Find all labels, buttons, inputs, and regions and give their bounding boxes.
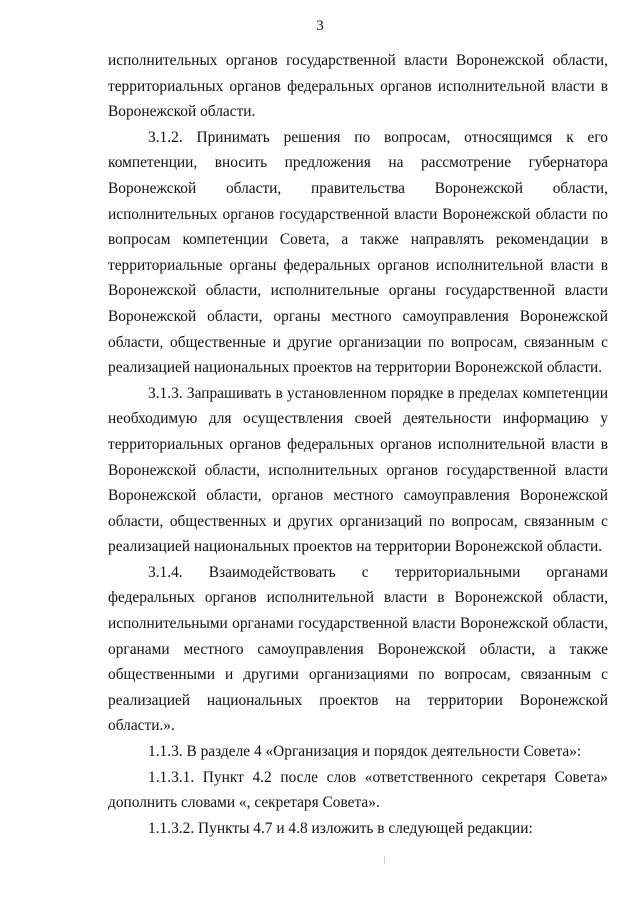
paragraph-1-1-3: 1.1.3. В разделе 4 «Организация и порядок деятельности Совета»: [148, 743, 582, 761]
paragraph-1-1-3-2: 1.1.3.2. Пункты 4.7 и 4.8 изложить в следующей редакции: [148, 819, 533, 837]
page-number: 3 [316, 18, 324, 34]
scan-artifact [384, 856, 385, 864]
document-body [108, 48, 608, 841]
paragraph-3-1-4: 3.1.4. Взаимодействовать с территориальными органами федеральных органов исполнительной власти в Воронежской области, исполнительными органами государственной власти Воронежской области, органами местного самоуправления Воронежской области, а также общественными и другими организациями по вопросам, связанным с реализацией национальных проектов на территории Воронежской области.». [108, 563, 608, 735]
paragraph-1-1-3-1: 1.1.3.1. Пункт 4.2 после слов «ответственного секретаря Совета» дополнить словами «, секретаря Совета». [108, 768, 608, 812]
paragraph-3-1-3: 3.1.3. Запрашивать в установленном порядке в пределах компетенции необходимую для осуществления своей деятельности информацию у территориальных органов федеральных органов исполнительной власти в Воронежской области, исполнительных органов государственной власти Воронежской области, органов местного самоуправления Воронежской области, общественных и других организаций по вопросам, связанным с реализацией национальных проектов на территории Воронежской области. [108, 384, 608, 556]
paragraph-3-1-2: 3.1.2. Принимать решения по вопросам, относящимся к его компетенции, вносить предложения на рассмотрение губернатора Воронежской области, правительства Воронежской области, исполнительных органов государственной власти Воронежской области по вопросам компетенции Совета, а также направлять рекомендации в территориальные органы федеральных органов исполнительной власти в Воронежской области, исполнительные органы государственной власти Воронежской области, органы местного самоуправления Воронежской области, общественные и другие организации по вопросам, связанным с реализацией национальных проектов на территории Воронежской области. [108, 128, 608, 377]
paragraph-continuation: исполнительных органов государственной власти Воронежской области, территориальных органов федеральных органов исполнительной власти в Воронежской области. [108, 52, 608, 121]
